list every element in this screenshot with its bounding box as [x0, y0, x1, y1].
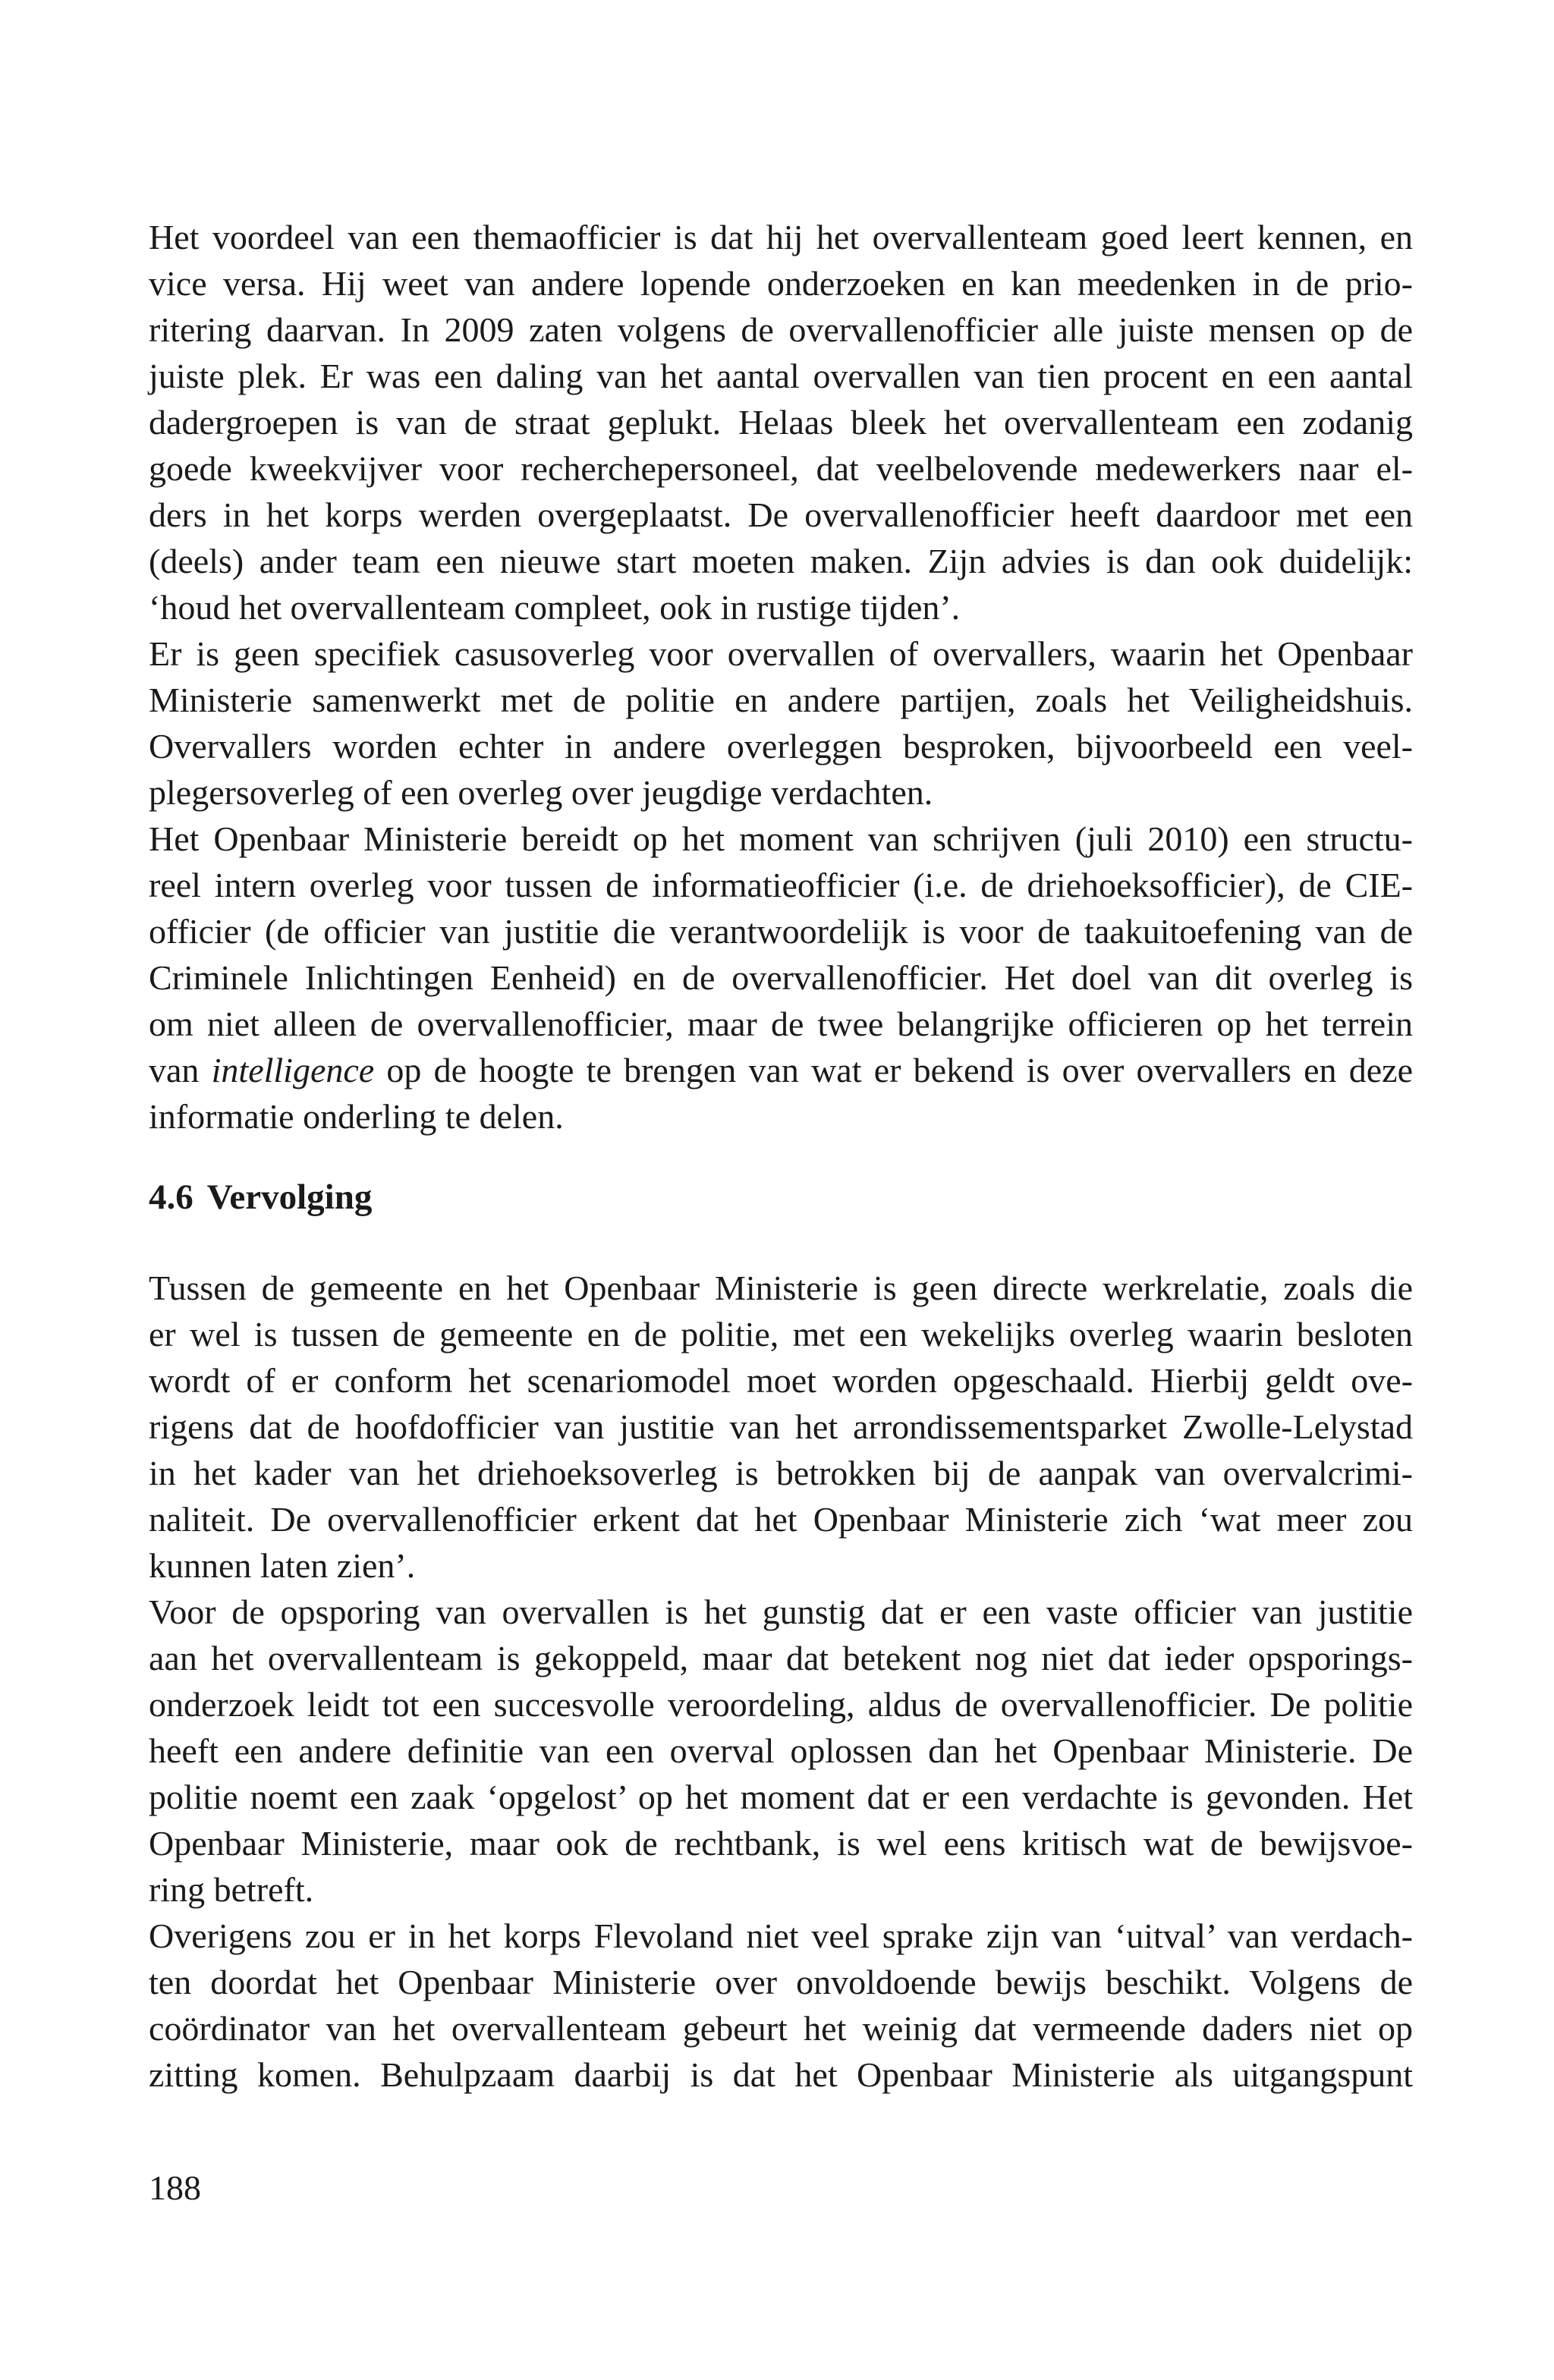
paragraph-block-2 — [149, 1265, 1413, 2098]
text-line: onderzoek leidt tot een succesvolle veroordeling, aldus de overvallenofficier. De politie — [149, 1685, 1413, 1724]
text-line: goede kweekvijver voor recherchepersoneel, dat veelbelovende medewerkers naar el- — [149, 449, 1413, 488]
page-number: 188 — [149, 2168, 201, 2207]
text-line: Ministerie samenwerkt met de politie en andere partijen, zoals het Veiligheidshuis. — [149, 681, 1413, 719]
text-line: heeft een andere definitie van een overval oplossen dan het Openbaar Ministerie. De — [149, 1731, 1413, 1770]
text-line: juiste plek. Er was een daling van het aantal overvallen van tien procent en een aantal — [149, 357, 1413, 395]
text-line: zitting komen. Behulpzaam daarbij is dat het Openbaar Ministerie als uitgangspunt — [149, 2055, 1413, 2094]
text-line: coördinator van het overvallenteam gebeurt het weinig dat vermeende daders niet op — [149, 2009, 1413, 2048]
section-heading — [149, 1174, 1413, 1221]
paragraph-block-1 — [149, 214, 1413, 1140]
page-body — [149, 214, 1413, 2098]
text-line: naliteit. De overvallenofficier erkent dat het Openbaar Ministerie zich ‘wat meer zou — [149, 1500, 1413, 1539]
text-line: ritering daarvan. In 2009 zaten volgens de overvallenofficier alle juiste mensen op de — [149, 310, 1413, 349]
text-line: Tussen de gemeente en het Openbaar Ministerie is geen directe werkrelatie, zoals die — [149, 1269, 1413, 1307]
text-line: politie noemt een zaak ‘opgelost’ op het moment dat er een verdachte is gevonden. Het — [149, 1778, 1413, 1816]
text-line: Het Openbaar Ministerie bereidt op het moment van schrijven (juli 2010) een structu- — [149, 819, 1413, 858]
text-line: ders in het korps werden overgeplaatst. De overvallenofficier heeft daardoor met een — [149, 495, 1413, 534]
text-line: Overvallers worden echter in andere overleggen besproken, bijvoorbeeld een veel- — [149, 727, 1413, 766]
text-line: ‘houd het overvallenteam compleet, ook in rustige tijden’. — [149, 588, 961, 627]
text-line: Voor de opsporing van overvallen is het gunstig dat er een vaste officier van justitie — [149, 1592, 1413, 1631]
text-line-intelligence — [149, 1047, 1413, 1093]
text-line: kunnen laten zien’. — [149, 1546, 416, 1585]
italic-term: intelligence — [211, 1051, 375, 1089]
text-line: ring betreft. — [149, 1870, 314, 1909]
text-line: aan het overvallenteam is gekoppeld, maar dat betekent nog niet dat ieder opsporings- — [149, 1639, 1413, 1677]
text-line: vice versa. Hij weet van andere lopende onderzoeken en kan meedenken in de prio- — [149, 264, 1413, 303]
text-line: (deels) ander team een nieuwe start moeten maken. Zijn advies is dan ook duidelijk: — [149, 542, 1413, 580]
text-line: officier (de officier van justitie die verantwoordelijk is voor de taakuitoefening van de — [149, 912, 1413, 951]
text-line: Openbaar Ministerie, maar ook de rechtbank, is wel eens kritisch wat de bewijsvoe- — [149, 1824, 1413, 1863]
text-line: reel intern overleg voor tussen de informatieofficier (i.e. de driehoeksofficier), de CIE- — [149, 866, 1413, 904]
text-fragment: op de hoogte te brengen van wat er bekend is over overvallers en deze — [374, 1051, 1413, 1089]
text-line: rigens dat de hoofdofficier van justitie van het arrondissementsparket Zwolle-Lelystad — [149, 1407, 1413, 1446]
section-number: 4.6 — [149, 1177, 193, 1217]
text-line: Criminele Inlichtingen Eenheid) en de overvallenofficier. Het doel van dit overleg is — [149, 958, 1413, 997]
text-line: in het kader van het driehoeksoverleg is betrokken bij de aanpak van overvalcrimi- — [149, 1454, 1413, 1492]
text-line: ten doordat het Openbaar Ministerie over onvoldoende bewijs beschikt. Volgens de — [149, 1963, 1413, 2001]
text-line: om niet alleen de overvallenofficier, maar de twee belangrijke officieren op het terrein — [149, 1005, 1413, 1043]
text-line: dadergroepen is van de straat geplukt. Helaas bleek het overvallenteam een zodanig — [149, 403, 1413, 442]
text-line: informatie onderling te delen. — [149, 1097, 564, 1136]
text-line: Er is geen specifiek casusoverleg voor overvallen of overvallers, waarin het Openbaar — [149, 634, 1413, 673]
text-fragment: van — [149, 1051, 212, 1089]
text-line: er wel is tussen de gemeente en de politie, met een wekelijks overleg waarin besloten — [149, 1315, 1413, 1353]
text-line: plegersoverleg of een overleg over jeugdige verdachten. — [149, 773, 933, 812]
section-title: Vervolging — [206, 1177, 373, 1217]
text-line: wordt of er conform het scenariomodel moet worden opgeschaald. Hierbij geldt ove- — [149, 1361, 1413, 1400]
text-line: Overigens zou er in het korps Flevoland niet veel sprake zijn van ‘uitval’ van verdach- — [149, 1916, 1413, 1955]
text-line: Het voordeel van een themaofficier is dat hij het overvallenteam goed leert kennen, en — [149, 218, 1413, 256]
